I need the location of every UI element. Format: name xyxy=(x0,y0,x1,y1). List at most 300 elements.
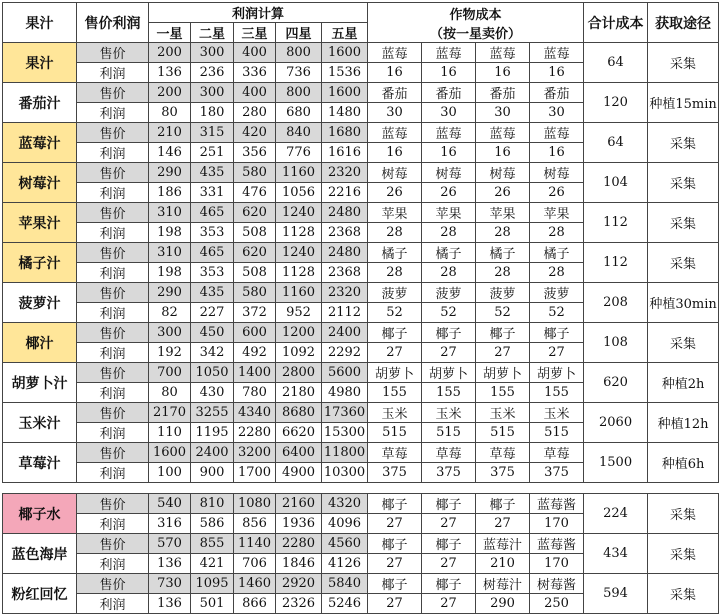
table-row xyxy=(3,243,719,263)
profit-label: 利润 xyxy=(77,63,149,83)
crop-cost: 27 xyxy=(476,514,530,534)
crop-name: 番茄 xyxy=(530,83,584,103)
crop-cost: 155 xyxy=(530,383,584,403)
price-label: 售价 xyxy=(77,283,149,303)
crop-cost: 170 xyxy=(530,554,584,574)
crop-name: 菠萝 xyxy=(530,283,584,303)
price-label: 售价 xyxy=(77,123,149,143)
price-cell: 840 xyxy=(276,123,322,143)
crop-cost: 26 xyxy=(476,183,530,203)
crop-cost: 515 xyxy=(368,423,422,443)
header-star: 四星 xyxy=(276,23,322,43)
crop-name: 蓝莓 xyxy=(476,123,530,143)
crop-cost: 155 xyxy=(368,383,422,403)
header-item: 果汁 xyxy=(3,3,77,43)
price-cell: 2400 xyxy=(191,443,234,463)
crop-cost: 27 xyxy=(368,343,422,363)
price-cell: 3255 xyxy=(191,403,234,423)
price-cell: 570 xyxy=(149,534,191,554)
juice-profit-table xyxy=(2,2,719,614)
crop-cost: 30 xyxy=(476,103,530,123)
header-type: 售价利润 xyxy=(77,3,149,43)
price-label: 售价 xyxy=(77,43,149,63)
price-cell: 300 xyxy=(191,43,234,63)
price-cell: 435 xyxy=(191,283,234,303)
source-cell: 种植12h xyxy=(648,403,719,443)
profit-cell: 6620 xyxy=(276,423,322,443)
source-cell: 种植6h xyxy=(648,443,719,483)
source-cell: 采集 xyxy=(648,43,719,83)
section-gap xyxy=(3,483,719,494)
profit-cell: 10300 xyxy=(322,463,368,483)
price-cell: 420 xyxy=(234,123,276,143)
price-label: 售价 xyxy=(77,403,149,423)
price-label: 售价 xyxy=(77,574,149,594)
price-cell: 700 xyxy=(149,363,191,383)
profit-cell: 192 xyxy=(149,343,191,363)
profit-cell: 1056 xyxy=(276,183,322,203)
total-cost: 2060 xyxy=(584,403,648,443)
header-star: 一星 xyxy=(149,23,191,43)
profit-cell: 508 xyxy=(234,263,276,283)
crop-cost: 155 xyxy=(422,383,476,403)
profit-cell: 146 xyxy=(149,143,191,163)
crop-cost: 375 xyxy=(530,463,584,483)
profit-cell: 136 xyxy=(149,63,191,83)
crop-cost: 28 xyxy=(530,263,584,283)
crop-name: 玉米 xyxy=(368,403,422,423)
profit-cell: 1936 xyxy=(276,514,322,534)
profit-cell: 372 xyxy=(234,303,276,323)
item-name: 树莓汁 xyxy=(3,163,77,203)
price-cell: 2280 xyxy=(276,534,322,554)
profit-cell: 356 xyxy=(234,143,276,163)
total-cost: 620 xyxy=(584,363,648,403)
price-cell: 300 xyxy=(191,83,234,103)
profit-label: 利润 xyxy=(77,554,149,574)
crop-name: 椰子 xyxy=(422,574,476,594)
item-name: 苹果汁 xyxy=(3,203,77,243)
header-source: 获取途径 xyxy=(648,3,719,43)
crop-cost: 515 xyxy=(422,423,476,443)
crop-name: 草莓 xyxy=(422,443,476,463)
profit-label: 利润 xyxy=(77,343,149,363)
price-cell: 855 xyxy=(191,534,234,554)
crop-name: 树莓 xyxy=(476,163,530,183)
crop-name: 椰子 xyxy=(368,574,422,594)
crop-name: 蓝莓 xyxy=(422,43,476,63)
crop-name: 树莓酱 xyxy=(530,574,584,594)
crop-name: 胡萝卜 xyxy=(368,363,422,383)
crop-cost: 16 xyxy=(476,63,530,83)
profit-cell: 501 xyxy=(191,594,234,614)
profit-cell: 866 xyxy=(234,594,276,614)
price-cell: 2480 xyxy=(322,203,368,223)
profit-label: 利润 xyxy=(77,143,149,163)
price-cell: 1460 xyxy=(234,574,276,594)
table-row xyxy=(3,363,719,383)
price-cell: 2400 xyxy=(322,323,368,343)
crop-cost: 28 xyxy=(422,223,476,243)
crop-cost: 28 xyxy=(368,263,422,283)
price-cell: 1160 xyxy=(276,163,322,183)
profit-cell: 316 xyxy=(149,514,191,534)
profit-cell: 508 xyxy=(234,223,276,243)
crop-cost: 16 xyxy=(422,143,476,163)
price-cell: 4320 xyxy=(322,494,368,514)
crop-name: 椰子 xyxy=(422,494,476,514)
header-star: 三星 xyxy=(234,23,276,43)
price-cell: 400 xyxy=(234,43,276,63)
profit-cell: 430 xyxy=(191,383,234,403)
table-row xyxy=(3,83,719,103)
item-name: 椰汁 xyxy=(3,323,77,363)
crop-cost: 28 xyxy=(476,223,530,243)
total-cost: 108 xyxy=(584,323,648,363)
source-cell: 采集 xyxy=(648,534,719,574)
crop-name: 蓝莓 xyxy=(530,123,584,143)
profit-cell: 492 xyxy=(234,343,276,363)
price-label: 售价 xyxy=(77,443,149,463)
profit-cell: 2180 xyxy=(276,383,322,403)
price-cell: 2800 xyxy=(276,363,322,383)
crop-cost: 16 xyxy=(368,143,422,163)
crop-name: 胡萝卜 xyxy=(422,363,476,383)
profit-cell: 1195 xyxy=(191,423,234,443)
crop-name: 蓝莓酱 xyxy=(530,494,584,514)
profit-cell: 110 xyxy=(149,423,191,443)
profit-cell: 80 xyxy=(149,103,191,123)
price-cell: 1240 xyxy=(276,243,322,263)
profit-cell: 331 xyxy=(191,183,234,203)
price-label: 售价 xyxy=(77,494,149,514)
profit-cell: 736 xyxy=(276,63,322,83)
crop-name: 番茄 xyxy=(422,83,476,103)
total-cost: 64 xyxy=(584,43,648,83)
crop-cost: 30 xyxy=(530,103,584,123)
profit-label: 利润 xyxy=(77,183,149,203)
crop-name: 椰子 xyxy=(476,494,530,514)
header-crop-cost xyxy=(368,3,584,43)
item-name: 胡萝卜汁 xyxy=(3,363,77,403)
price-cell: 2320 xyxy=(322,163,368,183)
crop-cost: 27 xyxy=(422,343,476,363)
crop-name: 椰子 xyxy=(368,323,422,343)
price-cell: 11800 xyxy=(322,443,368,463)
crop-name: 蓝莓 xyxy=(368,123,422,143)
profit-label: 利润 xyxy=(77,223,149,243)
profit-cell: 342 xyxy=(191,343,234,363)
total-cost: 1500 xyxy=(584,443,648,483)
crop-cost: 27 xyxy=(422,594,476,614)
profit-cell: 15300 xyxy=(322,423,368,443)
profit-cell: 236 xyxy=(191,63,234,83)
profit-label: 利润 xyxy=(77,423,149,443)
crop-cost: 27 xyxy=(530,343,584,363)
source-cell: 采集 xyxy=(648,323,719,363)
profit-label: 利润 xyxy=(77,103,149,123)
item-name: 椰子水 xyxy=(3,494,77,534)
total-cost: 434 xyxy=(584,534,648,574)
profit-cell: 336 xyxy=(234,63,276,83)
table-row xyxy=(3,163,719,183)
price-cell: 300 xyxy=(149,323,191,343)
price-cell: 620 xyxy=(234,203,276,223)
crop-name: 胡萝卜 xyxy=(476,363,530,383)
profit-cell: 2112 xyxy=(322,303,368,323)
profit-label: 利润 xyxy=(77,594,149,614)
crop-cost: 27 xyxy=(422,514,476,534)
price-cell: 5600 xyxy=(322,363,368,383)
section-gap-cell xyxy=(3,483,719,494)
crop-cost: 52 xyxy=(476,303,530,323)
crop-cost: 16 xyxy=(422,63,476,83)
price-cell: 1140 xyxy=(234,534,276,554)
crop-cost: 27 xyxy=(368,514,422,534)
crop-name: 草莓 xyxy=(476,443,530,463)
price-cell: 1240 xyxy=(276,203,322,223)
crop-cost: 52 xyxy=(368,303,422,323)
price-cell: 1160 xyxy=(276,283,322,303)
header-crop-cost-title: 作物成本 xyxy=(449,7,502,23)
profit-cell: 180 xyxy=(191,103,234,123)
item-name: 果汁 xyxy=(3,43,77,83)
crop-name: 椰子 xyxy=(530,323,584,343)
profit-cell: 476 xyxy=(234,183,276,203)
price-cell: 315 xyxy=(191,123,234,143)
crop-name: 树莓 xyxy=(368,163,422,183)
price-cell: 730 xyxy=(149,574,191,594)
crop-cost: 28 xyxy=(422,263,476,283)
price-cell: 310 xyxy=(149,243,191,263)
price-cell: 2920 xyxy=(276,574,322,594)
profit-label: 利润 xyxy=(77,514,149,534)
header-star: 二星 xyxy=(191,23,234,43)
crop-name: 椰子 xyxy=(422,534,476,554)
price-cell: 600 xyxy=(234,323,276,343)
crop-cost: 515 xyxy=(476,423,530,443)
table-row xyxy=(3,123,719,143)
crop-name: 玉米 xyxy=(476,403,530,423)
table-row xyxy=(3,323,719,343)
price-cell: 4340 xyxy=(234,403,276,423)
item-name: 菠萝汁 xyxy=(3,283,77,323)
profit-cell: 780 xyxy=(234,383,276,403)
price-cell: 3200 xyxy=(234,443,276,463)
price-cell: 2170 xyxy=(149,403,191,423)
price-cell: 400 xyxy=(234,83,276,103)
price-cell: 620 xyxy=(234,243,276,263)
price-cell: 2320 xyxy=(322,283,368,303)
total-cost: 64 xyxy=(584,123,648,163)
crop-name: 橘子 xyxy=(530,243,584,263)
profit-cell: 776 xyxy=(276,143,322,163)
profit-cell: 4126 xyxy=(322,554,368,574)
profit-cell: 421 xyxy=(191,554,234,574)
price-cell: 6400 xyxy=(276,443,322,463)
crop-cost: 250 xyxy=(530,594,584,614)
price-cell: 435 xyxy=(191,163,234,183)
profit-cell: 186 xyxy=(149,183,191,203)
item-name: 橘子汁 xyxy=(3,243,77,283)
profit-cell: 353 xyxy=(191,263,234,283)
crop-cost: 170 xyxy=(530,514,584,534)
crop-cost: 515 xyxy=(530,423,584,443)
source-cell: 种植15min xyxy=(648,83,719,123)
price-cell: 2480 xyxy=(322,243,368,263)
total-cost: 120 xyxy=(584,83,648,123)
crop-name: 树莓 xyxy=(422,163,476,183)
price-cell: 580 xyxy=(234,163,276,183)
profit-cell: 4900 xyxy=(276,463,322,483)
profit-cell: 280 xyxy=(234,103,276,123)
crop-name: 椰子 xyxy=(422,323,476,343)
profit-cell: 680 xyxy=(276,103,322,123)
profit-cell: 198 xyxy=(149,263,191,283)
crop-name: 番茄 xyxy=(476,83,530,103)
crop-name: 玉米 xyxy=(530,403,584,423)
total-cost: 208 xyxy=(584,283,648,323)
item-name: 番茄汁 xyxy=(3,83,77,123)
source-cell: 采集 xyxy=(648,574,719,614)
price-cell: 1050 xyxy=(191,363,234,383)
crop-cost: 290 xyxy=(476,594,530,614)
profit-cell: 80 xyxy=(149,383,191,403)
profit-cell: 4980 xyxy=(322,383,368,403)
table-row xyxy=(3,574,719,594)
crop-name: 橘子 xyxy=(476,243,530,263)
crop-cost: 27 xyxy=(368,594,422,614)
profit-cell: 1092 xyxy=(276,343,322,363)
price-cell: 8680 xyxy=(276,403,322,423)
table-row xyxy=(3,443,719,463)
crop-cost: 27 xyxy=(368,554,422,574)
crop-cost: 30 xyxy=(422,103,476,123)
crop-cost: 16 xyxy=(530,63,584,83)
price-cell: 1400 xyxy=(234,363,276,383)
profit-cell: 2368 xyxy=(322,223,368,243)
crop-cost: 155 xyxy=(476,383,530,403)
price-cell: 1080 xyxy=(234,494,276,514)
crop-cost: 28 xyxy=(530,223,584,243)
profit-cell: 2368 xyxy=(322,263,368,283)
price-cell: 465 xyxy=(191,243,234,263)
source-cell: 采集 xyxy=(648,243,719,283)
crop-cost: 28 xyxy=(368,223,422,243)
profit-cell: 952 xyxy=(276,303,322,323)
crop-cost: 30 xyxy=(368,103,422,123)
profit-cell: 82 xyxy=(149,303,191,323)
crop-cost: 27 xyxy=(476,343,530,363)
crop-cost: 375 xyxy=(422,463,476,483)
profit-cell: 136 xyxy=(149,594,191,614)
price-cell: 1600 xyxy=(322,83,368,103)
source-cell: 种植2h xyxy=(648,363,719,403)
table-row xyxy=(3,283,719,303)
price-cell: 200 xyxy=(149,83,191,103)
crop-cost: 26 xyxy=(368,183,422,203)
price-cell: 17360 xyxy=(322,403,368,423)
header-crop-cost-sub: （按一星卖价） xyxy=(430,26,522,42)
crop-name: 苹果 xyxy=(368,203,422,223)
price-cell: 810 xyxy=(191,494,234,514)
crop-name: 菠萝 xyxy=(422,283,476,303)
crop-name: 蓝莓酱 xyxy=(530,534,584,554)
profit-cell: 4096 xyxy=(322,514,368,534)
item-name: 草莓汁 xyxy=(3,443,77,483)
crop-name: 蓝莓汁 xyxy=(476,534,530,554)
total-cost: 112 xyxy=(584,203,648,243)
price-cell: 450 xyxy=(191,323,234,343)
crop-cost: 27 xyxy=(422,554,476,574)
crop-name: 胡萝卜 xyxy=(530,363,584,383)
item-name: 玉米汁 xyxy=(3,403,77,443)
crop-cost: 52 xyxy=(422,303,476,323)
crop-cost: 16 xyxy=(476,143,530,163)
price-label: 售价 xyxy=(77,83,149,103)
price-label: 售价 xyxy=(77,163,149,183)
source-cell: 采集 xyxy=(648,163,719,203)
price-cell: 580 xyxy=(234,283,276,303)
profit-cell: 706 xyxy=(234,554,276,574)
price-cell: 465 xyxy=(191,203,234,223)
crop-name: 橘子 xyxy=(368,243,422,263)
price-cell: 540 xyxy=(149,494,191,514)
crop-cost: 52 xyxy=(530,303,584,323)
profit-cell: 353 xyxy=(191,223,234,243)
total-cost: 224 xyxy=(584,494,648,534)
header-profit-calc: 利润计算 xyxy=(149,3,368,23)
crop-name: 蓝莓 xyxy=(422,123,476,143)
crop-name: 蓝莓 xyxy=(530,43,584,63)
crop-name: 蓝莓 xyxy=(476,43,530,63)
profit-label: 利润 xyxy=(77,383,149,403)
table-row xyxy=(3,494,719,514)
table-row xyxy=(3,403,719,423)
price-cell: 210 xyxy=(149,123,191,143)
crop-name: 树莓汁 xyxy=(476,574,530,594)
price-cell: 1600 xyxy=(322,43,368,63)
price-cell: 800 xyxy=(276,43,322,63)
price-label: 售价 xyxy=(77,323,149,343)
profit-cell: 1700 xyxy=(234,463,276,483)
profit-cell: 2292 xyxy=(322,343,368,363)
profit-cell: 2326 xyxy=(276,594,322,614)
crop-name: 菠萝 xyxy=(368,283,422,303)
price-cell: 1200 xyxy=(276,323,322,343)
profit-cell: 856 xyxy=(234,514,276,534)
profit-cell: 2280 xyxy=(234,423,276,443)
crop-name: 树莓 xyxy=(530,163,584,183)
crop-cost: 16 xyxy=(368,63,422,83)
crop-cost: 210 xyxy=(476,554,530,574)
profit-cell: 586 xyxy=(191,514,234,534)
profit-cell: 1128 xyxy=(276,263,322,283)
price-cell: 290 xyxy=(149,163,191,183)
crop-name: 苹果 xyxy=(422,203,476,223)
profit-cell: 1128 xyxy=(276,223,322,243)
crop-cost: 16 xyxy=(530,143,584,163)
profit-cell: 5246 xyxy=(322,594,368,614)
crop-name: 椰子 xyxy=(368,534,422,554)
header-total: 合计成本 xyxy=(584,3,648,43)
price-cell: 800 xyxy=(276,83,322,103)
table-row xyxy=(3,203,719,223)
crop-name: 菠萝 xyxy=(476,283,530,303)
table-body xyxy=(3,43,719,614)
price-cell: 4560 xyxy=(322,534,368,554)
crop-name: 草莓 xyxy=(368,443,422,463)
